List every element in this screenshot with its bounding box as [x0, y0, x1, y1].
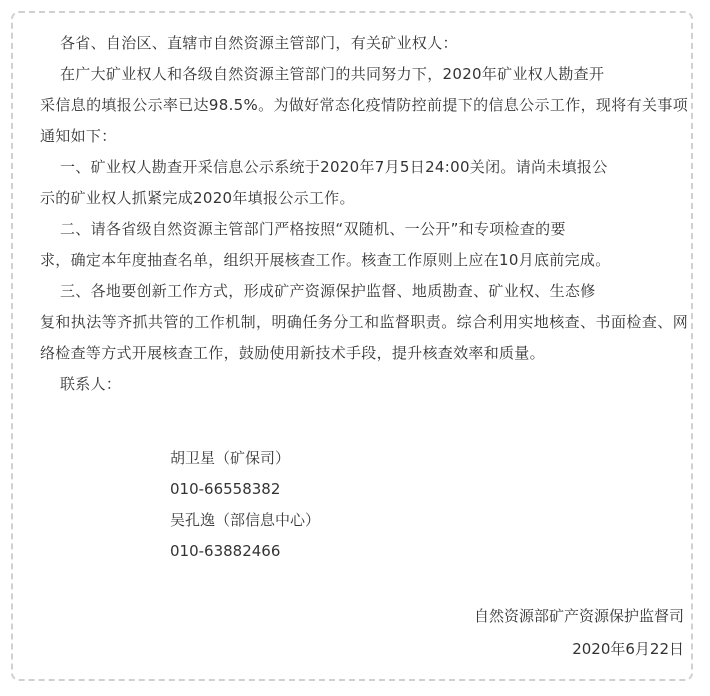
contact-1-name: 胡卫星（矿保司）	[170, 449, 291, 467]
item-3-paragraph	[40, 276, 688, 369]
item-1-paragraph	[40, 152, 688, 214]
contact-list	[170, 443, 320, 567]
notice-body	[40, 28, 688, 400]
intro-line1: 在广大矿业权人和各级自然资源主管部门的共同努力下，2020年矿业权人勘查开	[60, 65, 605, 83]
item-2-rest: 求，确定本年度抽查名单，组织开展核查工作。核查工作原则上应在10月底前完成。	[40, 251, 611, 269]
contact-2-phone: 010-63882466	[170, 542, 281, 560]
contact-2-name: 吴孔逸（部信息中心）	[170, 511, 321, 529]
signature-date: 2020年6月22日	[572, 640, 684, 658]
item-1-rest: 示的矿业权人抓紧完成2020年填报公示工作。	[40, 189, 355, 207]
contact-1-phone: 010-66558382	[170, 480, 281, 498]
contact-label: 联系人：	[60, 375, 122, 393]
item-3-line1: 三、各地要创新工作方式，形成矿产资源保护监督、地质勘查、矿业权、生态修	[60, 282, 596, 300]
item-3-rest: 复和执法等齐抓共管的工作机制，明确任务分工和监督职责。综合利用实地核查、书面检查、网络检查等方式开展核查工作，鼓励使用新技术手段，提升核查效率和质量。	[40, 313, 688, 362]
intro-rest: 采信息的填报公示率已达98.5%。为做好常态化疫情防控前提下的信息公示工作，现将有关事项通知如下：	[40, 96, 688, 145]
item-2-paragraph	[40, 214, 688, 276]
intro-paragraph	[40, 59, 688, 152]
item-2-line1: 二、请各省级自然资源主管部门严格按照“双随机、一公开”和专项检查的要	[60, 220, 566, 238]
item-1-line1: 一、矿业权人勘查开采信息公示系统于2020年7月5日24:00关闭。请尚未填报公	[60, 158, 608, 176]
signature-org: 自然资源部矿产资源保护监督司	[473, 607, 684, 625]
salutation: 各省、自治区、直辖市自然资源主管部门，有关矿业权人：	[60, 34, 458, 52]
